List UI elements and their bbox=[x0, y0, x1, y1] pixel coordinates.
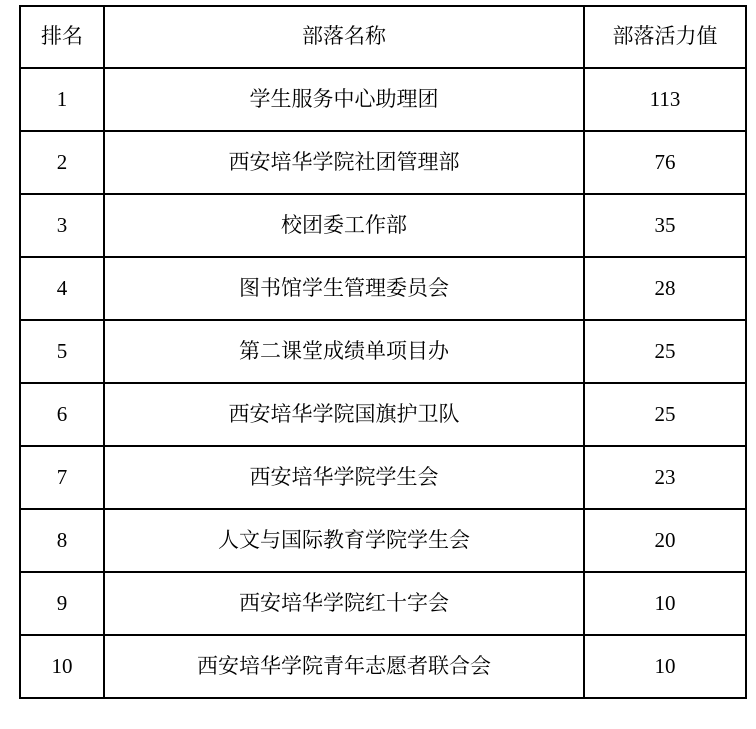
value-cell: 25 bbox=[584, 383, 746, 446]
value-cell: 10 bbox=[584, 635, 746, 698]
name-cell: 图书馆学生管理委员会 bbox=[104, 257, 584, 320]
rank-cell: 8 bbox=[20, 509, 104, 572]
header-row bbox=[20, 6, 746, 68]
rank-cell: 1 bbox=[20, 68, 104, 131]
table-row bbox=[20, 320, 746, 383]
header-vitality-value: 部落活力值 bbox=[584, 6, 746, 68]
table-row bbox=[20, 572, 746, 635]
header-tribe-name: 部落名称 bbox=[104, 6, 584, 68]
rank-cell: 6 bbox=[20, 383, 104, 446]
rank-cell: 4 bbox=[20, 257, 104, 320]
table-row bbox=[20, 131, 746, 194]
value-cell: 35 bbox=[584, 194, 746, 257]
tribe-vitality-ranking-table bbox=[19, 5, 747, 699]
table-row bbox=[20, 257, 746, 320]
rank-cell: 3 bbox=[20, 194, 104, 257]
name-cell: 西安培华学院青年志愿者联合会 bbox=[104, 635, 584, 698]
value-cell: 23 bbox=[584, 446, 746, 509]
name-cell: 西安培华学院国旗护卫队 bbox=[104, 383, 584, 446]
rank-cell: 2 bbox=[20, 131, 104, 194]
value-cell: 113 bbox=[584, 68, 746, 131]
name-cell: 西安培华学院红十字会 bbox=[104, 572, 584, 635]
rank-cell: 9 bbox=[20, 572, 104, 635]
header-rank: 排名 bbox=[20, 6, 104, 68]
name-cell: 校团委工作部 bbox=[104, 194, 584, 257]
value-cell: 10 bbox=[584, 572, 746, 635]
table-row bbox=[20, 509, 746, 572]
ranking-table-container bbox=[19, 5, 747, 699]
value-cell: 76 bbox=[584, 131, 746, 194]
value-cell: 25 bbox=[584, 320, 746, 383]
name-cell: 学生服务中心助理团 bbox=[104, 68, 584, 131]
table-row bbox=[20, 383, 746, 446]
table-row bbox=[20, 446, 746, 509]
value-cell: 28 bbox=[584, 257, 746, 320]
rank-cell: 7 bbox=[20, 446, 104, 509]
rank-cell: 5 bbox=[20, 320, 104, 383]
value-cell: 20 bbox=[584, 509, 746, 572]
name-cell: 西安培华学院社团管理部 bbox=[104, 131, 584, 194]
name-cell: 第二课堂成绩单项目办 bbox=[104, 320, 584, 383]
table-row bbox=[20, 68, 746, 131]
table-row bbox=[20, 635, 746, 698]
name-cell: 西安培华学院学生会 bbox=[104, 446, 584, 509]
rank-cell: 10 bbox=[20, 635, 104, 698]
name-cell: 人文与国际教育学院学生会 bbox=[104, 509, 584, 572]
table-row bbox=[20, 194, 746, 257]
